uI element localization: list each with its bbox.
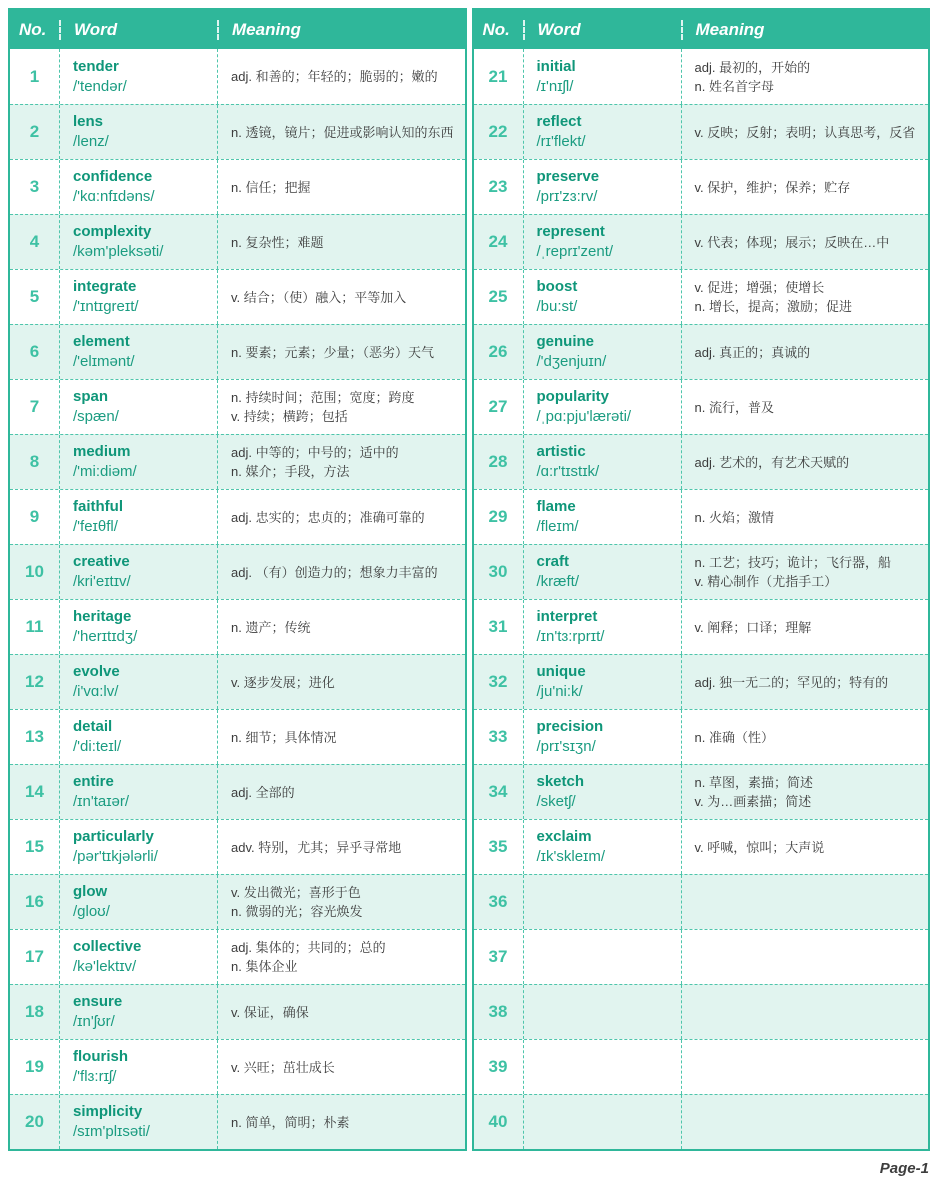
word-cell: [523, 490, 681, 544]
meaning-line: adj. 真正的；真诚的: [694, 344, 811, 360]
word-ipa: /i'vɑ:lv/: [73, 683, 119, 700]
meaning-line: n. 集体企业: [231, 959, 298, 974]
table-row: [10, 104, 465, 159]
row-number: 29: [488, 507, 508, 526]
word-ipa: /rɪ'flekt/: [536, 133, 586, 150]
row-number: 7: [29, 397, 40, 416]
word-text: detail: [73, 718, 113, 735]
row-number: 20: [25, 1112, 44, 1131]
table-row: [474, 544, 929, 599]
word-meaning: [217, 160, 465, 214]
word-meaning: [217, 49, 465, 104]
word-ipa: /kri'eɪtɪv/: [73, 573, 131, 590]
word-text: particularly: [73, 828, 154, 845]
word-cell: [523, 600, 681, 654]
word-cell: [523, 545, 681, 599]
word-meaning: [217, 985, 465, 1039]
word-cell: [523, 765, 681, 819]
word-text: boost: [536, 278, 578, 295]
table-row: [474, 1094, 929, 1149]
word-ipa: /'di:teɪl/: [73, 738, 122, 755]
row-number: 25: [488, 287, 508, 306]
word-text: collective: [73, 938, 142, 955]
word-text: entire: [73, 773, 114, 790]
word-meaning: [681, 765, 929, 819]
word-meaning: [217, 1040, 465, 1094]
meaning-line: v. 反映；反射；表明；认真思考，反省: [694, 124, 916, 140]
row-number: 37: [488, 947, 508, 966]
meaning-line: adj. 最初的，开始的: [694, 59, 811, 75]
table-row: [10, 159, 465, 214]
table-row: [474, 764, 929, 819]
word-meaning: [217, 1095, 465, 1149]
word-cell: [523, 105, 681, 159]
word-cell: [59, 325, 217, 379]
table-body: [10, 49, 465, 1149]
word-cell: [523, 380, 681, 434]
word-cell: [523, 215, 681, 269]
table-body: [474, 49, 929, 1149]
table-row: [10, 874, 465, 929]
word-cell: [523, 160, 681, 214]
vocab-table-right: [472, 8, 931, 1151]
word-cell: [59, 655, 217, 709]
row-number: 31: [488, 617, 508, 636]
word-text: flame: [536, 498, 576, 515]
row-number: 9: [29, 507, 40, 526]
word-meaning: [681, 215, 929, 269]
word-cell: [59, 270, 217, 324]
word-text: interpret: [536, 608, 598, 625]
meaning-line: v. 发出微光；喜形于色: [231, 885, 361, 900]
word-ipa: /ɪn'ʃʊr/: [73, 1013, 115, 1030]
header-meaning: Meaning: [217, 20, 465, 40]
word-cell: [59, 435, 217, 489]
meaning-line: adj. 和善的；年轻的；脆弱的；嫩的: [231, 69, 438, 84]
table-row: [474, 1039, 929, 1094]
row-number: 26: [488, 342, 508, 361]
word-cell: [59, 930, 217, 984]
meaning-line: n. 媒介；手段，方法: [231, 464, 350, 479]
word-cell: [59, 105, 217, 159]
word-meaning: [681, 600, 929, 654]
meaning-line: n. 简单，简明；朴素: [231, 1114, 350, 1130]
word-cell: [523, 710, 681, 764]
row-number: 40: [488, 1112, 508, 1131]
word-meaning: [217, 710, 465, 764]
word-cell: [59, 710, 217, 764]
word-text: evolve: [73, 663, 120, 680]
table-row: [10, 489, 465, 544]
row-number: 33: [488, 727, 508, 746]
word-ipa: /prɪ'zɜ:rv/: [536, 188, 598, 205]
word-ipa: /bu:st/: [536, 298, 578, 315]
word-text: heritage: [73, 608, 132, 625]
word-ipa: /'ɪntɪgreɪt/: [73, 298, 139, 315]
meaning-line: n. 信任；把握: [231, 179, 311, 195]
table-row: [474, 104, 929, 159]
word-ipa: /ju'ni:k/: [536, 683, 583, 700]
meaning-line: n. 增长，提高；激励；促进: [694, 299, 852, 314]
word-meaning: [681, 1040, 929, 1094]
word-ipa: /'tendər/: [73, 77, 127, 95]
row-number: 12: [25, 672, 44, 691]
word-meaning: [681, 985, 929, 1039]
word-cell: [523, 325, 681, 379]
word-text: precision: [536, 718, 604, 735]
word-cell: [59, 875, 217, 929]
table-row: [10, 709, 465, 764]
word-cell: [59, 545, 217, 599]
table-row: [10, 324, 465, 379]
word-text: represent: [536, 223, 605, 240]
word-cell: [59, 820, 217, 874]
word-ipa: /'mi:diəm/: [73, 463, 137, 480]
meaning-line: n. 遗产；传统: [231, 619, 311, 635]
word-meaning: [681, 930, 929, 984]
table-header: [474, 10, 929, 49]
word-cell: [523, 655, 681, 709]
word-meaning: [217, 490, 465, 544]
meaning-line: n. 姓名首字母: [694, 78, 774, 94]
word-ipa: /kə'lektɪv/: [73, 958, 137, 975]
row-number: 6: [29, 342, 40, 361]
word-text: lens: [73, 113, 104, 130]
table-row: [474, 489, 929, 544]
word-meaning: [681, 655, 929, 709]
header-meaning: Meaning: [681, 20, 929, 40]
row-number: 8: [29, 452, 40, 471]
table-row: [10, 929, 465, 984]
word-text: span: [73, 388, 109, 405]
table-row: [10, 984, 465, 1039]
meaning-line: n. 草图，素描；简述: [694, 775, 813, 790]
word-ipa: /spæn/: [73, 408, 119, 425]
row-number: 13: [25, 727, 44, 746]
meaning-line: adj. （有）创造力的；想象力丰富的: [231, 564, 438, 580]
table-row: [10, 49, 465, 104]
word-ipa: /lenz/: [73, 133, 109, 150]
word-meaning: [681, 820, 929, 874]
word-meaning: [681, 380, 929, 434]
table-row: [474, 654, 929, 709]
word-meaning: [217, 820, 465, 874]
word-text: popularity: [536, 388, 610, 405]
row-number: 28: [488, 452, 508, 471]
table-row: [474, 49, 929, 104]
word-ipa: /ɑ:r'tɪstɪk/: [536, 463, 600, 480]
word-meaning: [217, 655, 465, 709]
word-meaning: [217, 930, 465, 984]
word-ipa: /'feɪθfl/: [73, 518, 118, 535]
row-number: 22: [488, 122, 508, 141]
word-text: craft: [536, 553, 570, 570]
meaning-line: n. 流行，普及: [694, 399, 774, 415]
row-number: 16: [25, 892, 44, 911]
word-text: glow: [73, 883, 108, 900]
word-text: integrate: [73, 278, 137, 295]
meaning-line: v. 兴旺；茁壮成长: [231, 1059, 335, 1075]
word-ipa: /'elɪmənt/: [73, 353, 135, 370]
word-ipa: /ˌreprɪ'zent/: [536, 243, 614, 260]
word-meaning: [681, 325, 929, 379]
meaning-line: adj. 忠实的；忠贞的；准确可靠的: [231, 509, 425, 525]
word-ipa: /sɪm'plɪsəti/: [73, 1123, 150, 1140]
row-number: 17: [25, 947, 44, 966]
table-row: [10, 1094, 465, 1149]
word-text: confidence: [73, 168, 153, 185]
row-number: 38: [488, 1002, 508, 1021]
row-number: 30: [488, 562, 508, 581]
word-cell: [523, 270, 681, 324]
word-cell: [523, 49, 681, 104]
table-row: [474, 379, 929, 434]
word-cell: [59, 600, 217, 654]
table-header: [10, 10, 465, 49]
table-row: [474, 159, 929, 214]
word-meaning: [217, 325, 465, 379]
word-meaning: [681, 270, 929, 324]
word-cell: [59, 49, 217, 104]
word-meaning: [217, 765, 465, 819]
word-meaning: [681, 160, 929, 214]
row-number: 18: [25, 1002, 44, 1021]
table-row: [474, 709, 929, 764]
meaning-line: n. 透镜，镜片；促进或影响认知的东西: [231, 124, 454, 140]
table-row: [474, 819, 929, 874]
word-ipa: /'herɪtɪdʒ/: [73, 628, 138, 645]
word-meaning: [681, 49, 929, 104]
row-number: 4: [29, 232, 40, 251]
vocab-table-left: [8, 8, 467, 1151]
word-text: ensure: [73, 993, 123, 1010]
row-number: 21: [488, 66, 508, 86]
meaning-line: n. 火焰；激情: [694, 509, 774, 525]
table-row: [474, 984, 929, 1039]
meaning-line: v. 为…画素描；简述: [694, 794, 812, 809]
row-number: 1: [29, 66, 40, 86]
word-cell: [59, 765, 217, 819]
word-text: faithful: [73, 498, 123, 515]
meaning-line: v. 保护，维护；保养；贮存: [694, 179, 851, 195]
word-ipa: /prɪ'sɪʒn/: [536, 738, 596, 755]
meaning-line: adj. 艺术的，有艺术天赋的: [694, 454, 850, 470]
word-meaning: [217, 105, 465, 159]
row-number: 5: [29, 287, 40, 306]
meaning-line: v. 保证，确保: [231, 1004, 309, 1020]
word-meaning: [217, 270, 465, 324]
meaning-line: adj. 独一无二的；罕见的；特有的: [694, 674, 889, 690]
meaning-line: n. 持续时间；范围；宽度；跨度: [231, 390, 415, 405]
word-text: artistic: [536, 443, 586, 460]
word-cell: [59, 215, 217, 269]
word-meaning: [217, 380, 465, 434]
word-cell: [523, 1095, 681, 1149]
word-cell: [523, 435, 681, 489]
word-ipa: /pər'tɪkjələrli/: [73, 848, 158, 865]
table-row: [474, 434, 929, 489]
table-row: [10, 764, 465, 819]
word-cell: [59, 985, 217, 1039]
word-cell: [59, 1095, 217, 1149]
header-word: Word: [59, 20, 217, 40]
row-number: 14: [25, 782, 44, 801]
table-row: [10, 269, 465, 324]
meaning-line: adj. 中等的；中号的；适中的: [231, 445, 399, 460]
word-ipa: /ɪn'tɜ:rprɪt/: [536, 628, 605, 645]
word-meaning: [217, 545, 465, 599]
word-ipa: /gloʊ/: [73, 903, 110, 920]
word-ipa: /'flɜ:rɪʃ/: [73, 1068, 117, 1085]
row-number: 15: [25, 837, 44, 856]
table-row: [10, 599, 465, 654]
word-meaning: [217, 875, 465, 929]
table-row: [474, 929, 929, 984]
table-row: [10, 544, 465, 599]
word-text: exclaim: [536, 828, 592, 845]
word-cell: [59, 490, 217, 544]
word-meaning: [681, 490, 929, 544]
row-number: 23: [488, 177, 508, 196]
page-number: Page-1: [879, 1160, 929, 1177]
word-text: genuine: [536, 333, 595, 350]
row-number: 19: [25, 1057, 44, 1076]
word-meaning: [681, 545, 929, 599]
row-number: 36: [488, 892, 508, 911]
row-number: 11: [25, 617, 44, 636]
meaning-line: v. 代表；体现；展示；反映在…中: [694, 234, 890, 250]
table-row: [10, 819, 465, 874]
meaning-line: adj. 全部的: [231, 784, 295, 800]
meaning-line: adj. 集体的；共同的；总的: [231, 940, 386, 955]
meaning-line: v. 逐步发展；进化: [231, 674, 335, 690]
row-number: 35: [488, 837, 508, 856]
table-row: [10, 214, 465, 269]
table-row: [474, 599, 929, 654]
meaning-line: v. 持续；横跨；包括: [231, 409, 348, 424]
word-ipa: /ɪk'skleɪm/: [536, 848, 606, 865]
word-text: creative: [73, 553, 130, 570]
row-number: 32: [488, 672, 508, 691]
word-meaning: [217, 435, 465, 489]
word-text: reflect: [536, 113, 582, 130]
meaning-line: n. 细节；具体情况: [231, 729, 337, 745]
table-row: [474, 324, 929, 379]
row-number: 24: [488, 232, 508, 251]
word-text: complexity: [73, 223, 152, 240]
table-row: [474, 269, 929, 324]
word-ipa: /fleɪm/: [536, 518, 579, 535]
meaning-line: n. 微弱的光；容光焕发: [231, 904, 363, 919]
word-ipa: /sketʃ/: [536, 793, 576, 810]
word-text: sketch: [536, 773, 585, 790]
word-ipa: /'dʒenjuɪn/: [536, 353, 607, 370]
word-cell: [59, 1040, 217, 1094]
table-row: [474, 874, 929, 929]
word-cell: [523, 930, 681, 984]
word-ipa: /'kɑ:nfɪdəns/: [73, 188, 155, 205]
row-number: 39: [488, 1057, 508, 1076]
word-cell: [523, 1040, 681, 1094]
meaning-line: n. 要素；元素；少量；（恶劣）天气: [231, 344, 434, 360]
word-text: simplicity: [73, 1103, 143, 1120]
row-number: 3: [29, 177, 40, 196]
word-text: tender: [73, 57, 119, 75]
word-meaning: [681, 875, 929, 929]
word-meaning: [217, 600, 465, 654]
meaning-line: adv. 特别，尤其；异乎寻常地: [231, 839, 402, 855]
word-cell: [523, 985, 681, 1039]
word-cell: [523, 820, 681, 874]
word-text: medium: [73, 443, 131, 460]
word-cell: [59, 380, 217, 434]
row-number: 27: [488, 397, 508, 416]
meaning-line: n. 准确（性）: [694, 729, 774, 745]
word-text: unique: [536, 663, 586, 680]
row-number: 2: [29, 122, 40, 141]
table-row: [10, 1039, 465, 1094]
table-row: [10, 379, 465, 434]
word-meaning: [681, 435, 929, 489]
meaning-line: v. 促进；增强；使增长: [694, 280, 825, 295]
meaning-line: v. 呼喊，惊叫；大声说: [694, 839, 825, 855]
header-no: No.: [482, 19, 510, 39]
row-number: 10: [25, 562, 44, 581]
word-ipa: /kræft/: [536, 573, 580, 590]
meaning-line: n. 工艺；技巧；诡计；飞行器，船: [694, 555, 891, 570]
word-cell: [523, 875, 681, 929]
header-word: Word: [523, 20, 681, 40]
vocab-tables: [8, 8, 930, 1151]
word-ipa: /ɪn'taɪər/: [73, 793, 130, 810]
word-ipa: /ɪ'nɪʃl/: [536, 77, 574, 95]
table-row: [474, 214, 929, 269]
word-meaning: [681, 710, 929, 764]
word-cell: [59, 160, 217, 214]
meaning-line: v. 精心制作（尤指手工）: [694, 574, 838, 589]
word-text: initial: [536, 57, 576, 75]
row-number: 34: [488, 782, 508, 801]
meaning-line: v. 结合；（使）融入；平等加入: [231, 289, 407, 305]
word-ipa: /kəm'pleksəti/: [73, 243, 164, 260]
table-row: [10, 434, 465, 489]
word-text: preserve: [536, 168, 600, 185]
word-ipa: /ˌpɑ:pju'lærəti/: [536, 408, 632, 425]
meaning-line: n. 复杂性；难题: [231, 234, 324, 250]
word-meaning: [681, 1095, 929, 1149]
word-meaning: [681, 105, 929, 159]
word-text: element: [73, 333, 130, 350]
word-meaning: [217, 215, 465, 269]
table-row: [10, 654, 465, 709]
meaning-line: v. 阐释；口译；理解: [694, 619, 812, 635]
word-text: flourish: [73, 1048, 128, 1065]
header-no: No.: [19, 19, 47, 39]
